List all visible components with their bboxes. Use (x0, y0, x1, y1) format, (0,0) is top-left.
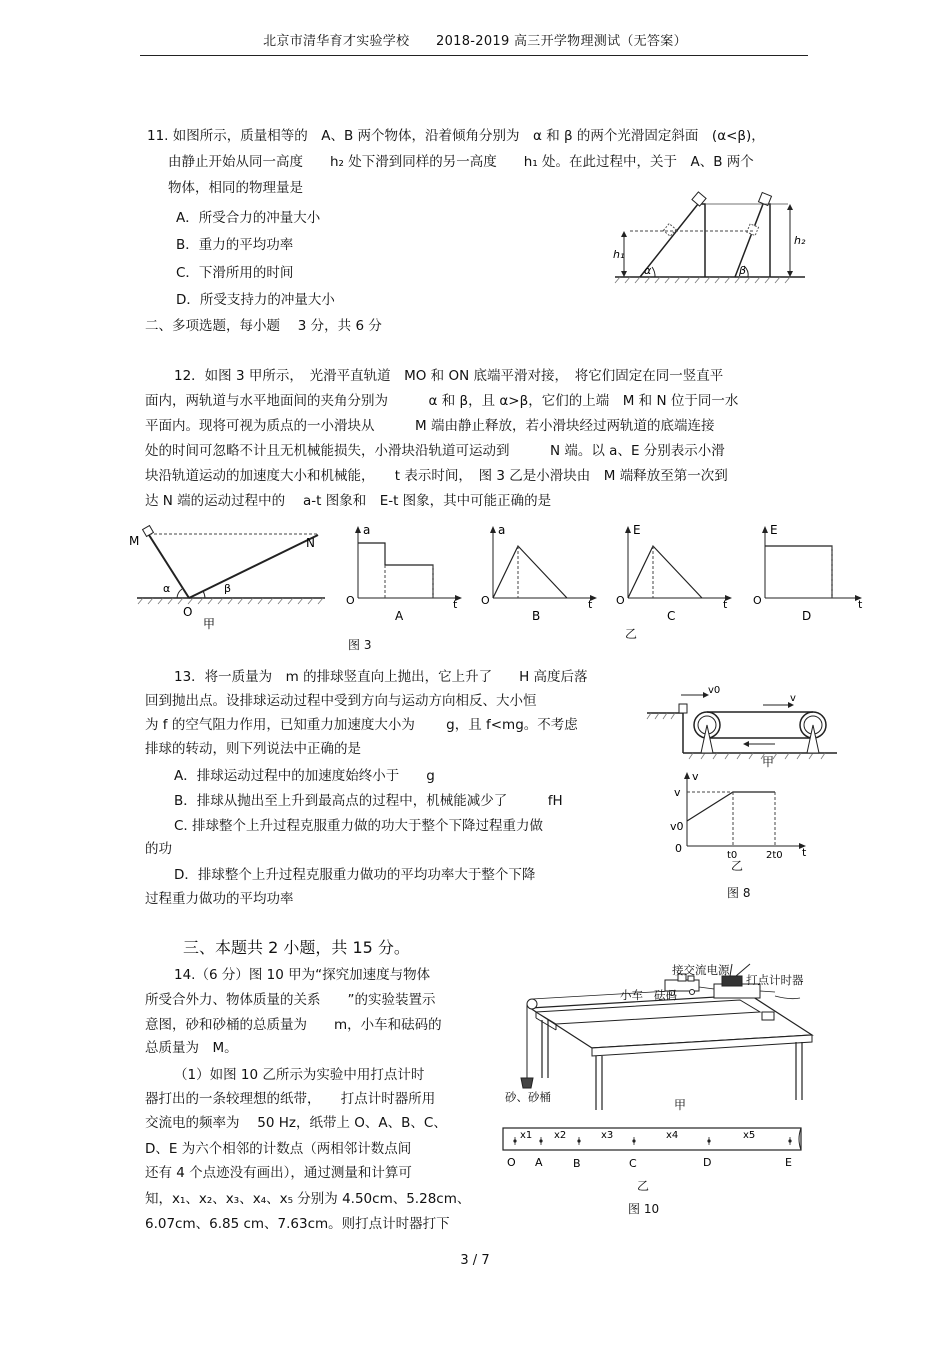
q14-tape-x1: x1 (520, 1130, 533, 1141)
q11-h1-label: h₁ (613, 248, 625, 261)
q12-jia-label: 甲 (203, 617, 216, 631)
section3-heading: 三、本题共 2 小题，共 15 分。 (183, 938, 410, 957)
q12-o-label: O (183, 605, 193, 619)
q13-option-d-cont: 过程重力做功的平均功率 (145, 891, 294, 907)
q12-graph-a-name: A (395, 609, 404, 623)
q12-graph-d (752, 520, 877, 625)
q13-vt-graph (665, 768, 825, 863)
q14-tape-c: C (629, 1157, 637, 1170)
q11-line-1: 11. 如图所示，质量相等的 A、B 两个物体，沿着倾角分别为 α 和 β 的两个光滑固定斜面 (α<β)， (147, 128, 765, 144)
q11-option-b: B．重力的平均功率 (176, 237, 294, 253)
q14-line-2: 所受合外力、物体质量的关系 ”的实验装置示 (145, 992, 436, 1008)
q12-line-6: 达 N 端的运动过程中的 a-t 图象和 E-t 图象，其中可能正确的是 (145, 493, 552, 509)
page-header: 北京市清华育才实验学校 2018-2019 高三开学物理测试（无答案） (263, 34, 687, 49)
q13-option-c: C. 排球整个上升过程克服重力做的功大于整个下降过程重力做 (174, 818, 544, 834)
q12-graph-d-ylabel: E (770, 523, 778, 537)
q12-graph-b-ylabel: a (498, 523, 506, 537)
q11-h2-label: h₂ (794, 234, 806, 247)
q13-vt-v-level: v (674, 786, 681, 799)
q12-line-3: 平面内。现将可视为质点的一小滑块从 M 端由静止释放，若小滑块经过两轨道的底端连接 (145, 418, 715, 434)
q11-beta-label: β (739, 264, 747, 277)
q14-line-11: 6.07cm、6.85 cm、7.63cm。则打点计时器打下 (145, 1216, 450, 1232)
q14-tape-x3: x3 (601, 1130, 614, 1141)
q12-graph-b-xlabel: t (588, 598, 593, 611)
q13-vt-2t0: 2t0 (766, 850, 783, 861)
q12-line-1: 12．如图 3 甲所示， 光滑平直轨道 MO 和 ON 底端平滑对接， 将它们固定在同一竖直平 (174, 368, 724, 384)
q14-tape-b: B (573, 1157, 581, 1170)
q12-graph-a-ylabel: a (363, 523, 371, 537)
header-divider (140, 55, 808, 56)
q13-line-4: 排球的转动，则下列说法中正确的是 (145, 741, 361, 757)
q13-jia-label: 甲 (762, 755, 775, 769)
q14-tape-figure (500, 1120, 810, 1175)
q14-bucket-label: 砂、砂桶 (505, 1090, 551, 1104)
q12-graph-d-name: D (802, 609, 812, 623)
q12-yi-label: 乙 (625, 627, 638, 641)
q13-line-2: 回到抛出点。设排球运动过程中受到方向与运动方向相反、大小恒 (145, 693, 537, 709)
q12-graph-c (615, 520, 740, 625)
q13-option-d: D．排球整个上升过程克服重力做功的平均功率大于整个下降 (174, 867, 536, 883)
q14-tape-o: O (507, 1156, 516, 1169)
q14-tape-x5: x5 (743, 1130, 756, 1141)
q14-line-6: 器打出的一条较理想的纸带， 打点计时器所用 (145, 1091, 436, 1107)
q14-tape-x4: x4 (666, 1130, 679, 1141)
q12-track-figure (125, 525, 335, 635)
q13-v0-label: v0 (708, 685, 721, 696)
q14-line-5: （1）如图 10 乙所示为实验中用打点计时 (174, 1067, 425, 1083)
q12-figure-caption: 图 3 (348, 638, 372, 652)
q12-n-label: N (306, 536, 315, 550)
q13-option-c-cont: 的功 (145, 841, 172, 857)
q14-line-4: 总质量为 M。 (145, 1040, 238, 1056)
q12-line-4: 处的时间可忽略不计且无机械能损失，小滑块沿轨道可运动到 N 端。以 a、E 分别表示小滑 (145, 443, 725, 459)
q13-vt-xaxis-label: t (802, 846, 807, 859)
q13-yi-label: 乙 (731, 859, 744, 873)
q12-graph-c-ylabel: E (633, 523, 641, 537)
section2-heading: 二、多项选题，每小题 3 分，共 6 分 (145, 318, 382, 334)
q12-graph-c-xlabel: t (723, 598, 728, 611)
q14-line-1: 14.（6 分）图 10 甲为“探究加速度与物体 (174, 967, 431, 983)
q12-alpha-label: α (163, 582, 171, 595)
q13-option-a: A．排球运动过程中的加速度始终小于 g (174, 768, 435, 784)
q12-line-2: 面内，两轨道与水平地面间的夹角分别为 α 和 β，且 α>β，它们的上端 M 和 N 位于同一水 (145, 393, 739, 409)
q14-tape-d: D (703, 1156, 712, 1169)
q12-graph-b-origin: O (481, 594, 490, 607)
q14-line-10: 知，x₁、x₂、x₃、x₄、x₅ 分别为 4.50cm、5.28cm、 (145, 1191, 471, 1207)
q12-graph-c-name: C (667, 609, 676, 623)
q11-option-c: C．下滑所用的时间 (176, 265, 294, 281)
q14-yi-label: 乙 (637, 1179, 650, 1193)
q14-power-label: 接交流电源 (672, 963, 730, 977)
q14-jia-label: 甲 (674, 1098, 687, 1112)
q14-cart-label: 小车 (620, 988, 643, 1002)
q14-line-7: 交流电的频率为 50 Hz，纸带上 O、A、B、C、 (145, 1115, 447, 1131)
q13-v-label: v (790, 693, 796, 704)
q13-vt-t0: t0 (727, 850, 738, 861)
q13-conveyor-figure (645, 683, 845, 773)
q14-tape-a: A (535, 1156, 543, 1169)
q12-graph-d-origin: O (753, 594, 762, 607)
q12-graph-a (345, 520, 470, 625)
q12-graph-b-name: B (532, 609, 541, 623)
q13-vt-v0-level: v0 (670, 820, 684, 833)
q11-line-2: 由静止开始从同一高度 h₂ 处下滑到同样的另一高度 h₁ 处。在此过程中，关于 A、B 两个 (168, 154, 754, 170)
q12-graph-d-xlabel: t (858, 598, 863, 611)
q12-graph-a-origin: O (346, 594, 355, 607)
q12-beta-label: β (224, 582, 232, 595)
q12-line-5: 块沿轨道运动的加速度大小和机械能， t 表示时间， 图 3 乙是小滑块由 M 端释放至第一次到 (145, 468, 728, 484)
q14-line-9: 还有 4 个点迹没有画出），通过测量和计算可 (145, 1165, 412, 1181)
page-number: 3 / 7 (460, 1253, 490, 1268)
q13-vt-origin: 0 (675, 842, 682, 855)
q14-tape-e: E (785, 1156, 792, 1169)
q14-weights-label: 砝码 (654, 988, 677, 1002)
q13-option-b: B．排球从抛出至上升到最高点的过程中，机械能减少了 fH (174, 793, 563, 809)
q11-line-3: 物体，相同的物理量是 (168, 180, 303, 196)
q14-figure-caption: 图 10 (628, 1202, 660, 1216)
q11-option-d: D．所受支持力的冲量大小 (176, 292, 335, 308)
q13-line-3: 为 f 的空气阻力作用，已知重力加速度大小为 g，且 f<mg。不考虑 (145, 717, 578, 733)
q12-graph-b (480, 520, 605, 625)
q12-graph-c-origin: O (616, 594, 625, 607)
q14-line-3: 意图，砂和砂桶的总质量为 m，小车和砝码的 (145, 1017, 442, 1033)
q11-alpha-label: α (644, 264, 652, 277)
q14-timer-label: 打点计时器 (746, 973, 804, 987)
q13-figure-caption: 图 8 (727, 886, 751, 900)
q12-m-label: M (129, 534, 140, 548)
q14-line-8: D、E 为六个相邻的计数点（两相邻计数点间 (145, 1141, 412, 1157)
q11-incline-figure (610, 190, 810, 285)
q11-option-a: A．所受合力的冲量大小 (176, 210, 321, 226)
q13-vt-yaxis-label: v (692, 770, 699, 783)
q14-tape-x2: x2 (554, 1130, 567, 1141)
q13-line-1: 13．将一质量为 m 的排球竖直向上抛出，它上升了 H 高度后落 (174, 669, 588, 685)
q12-graph-a-xlabel: t (453, 598, 458, 611)
